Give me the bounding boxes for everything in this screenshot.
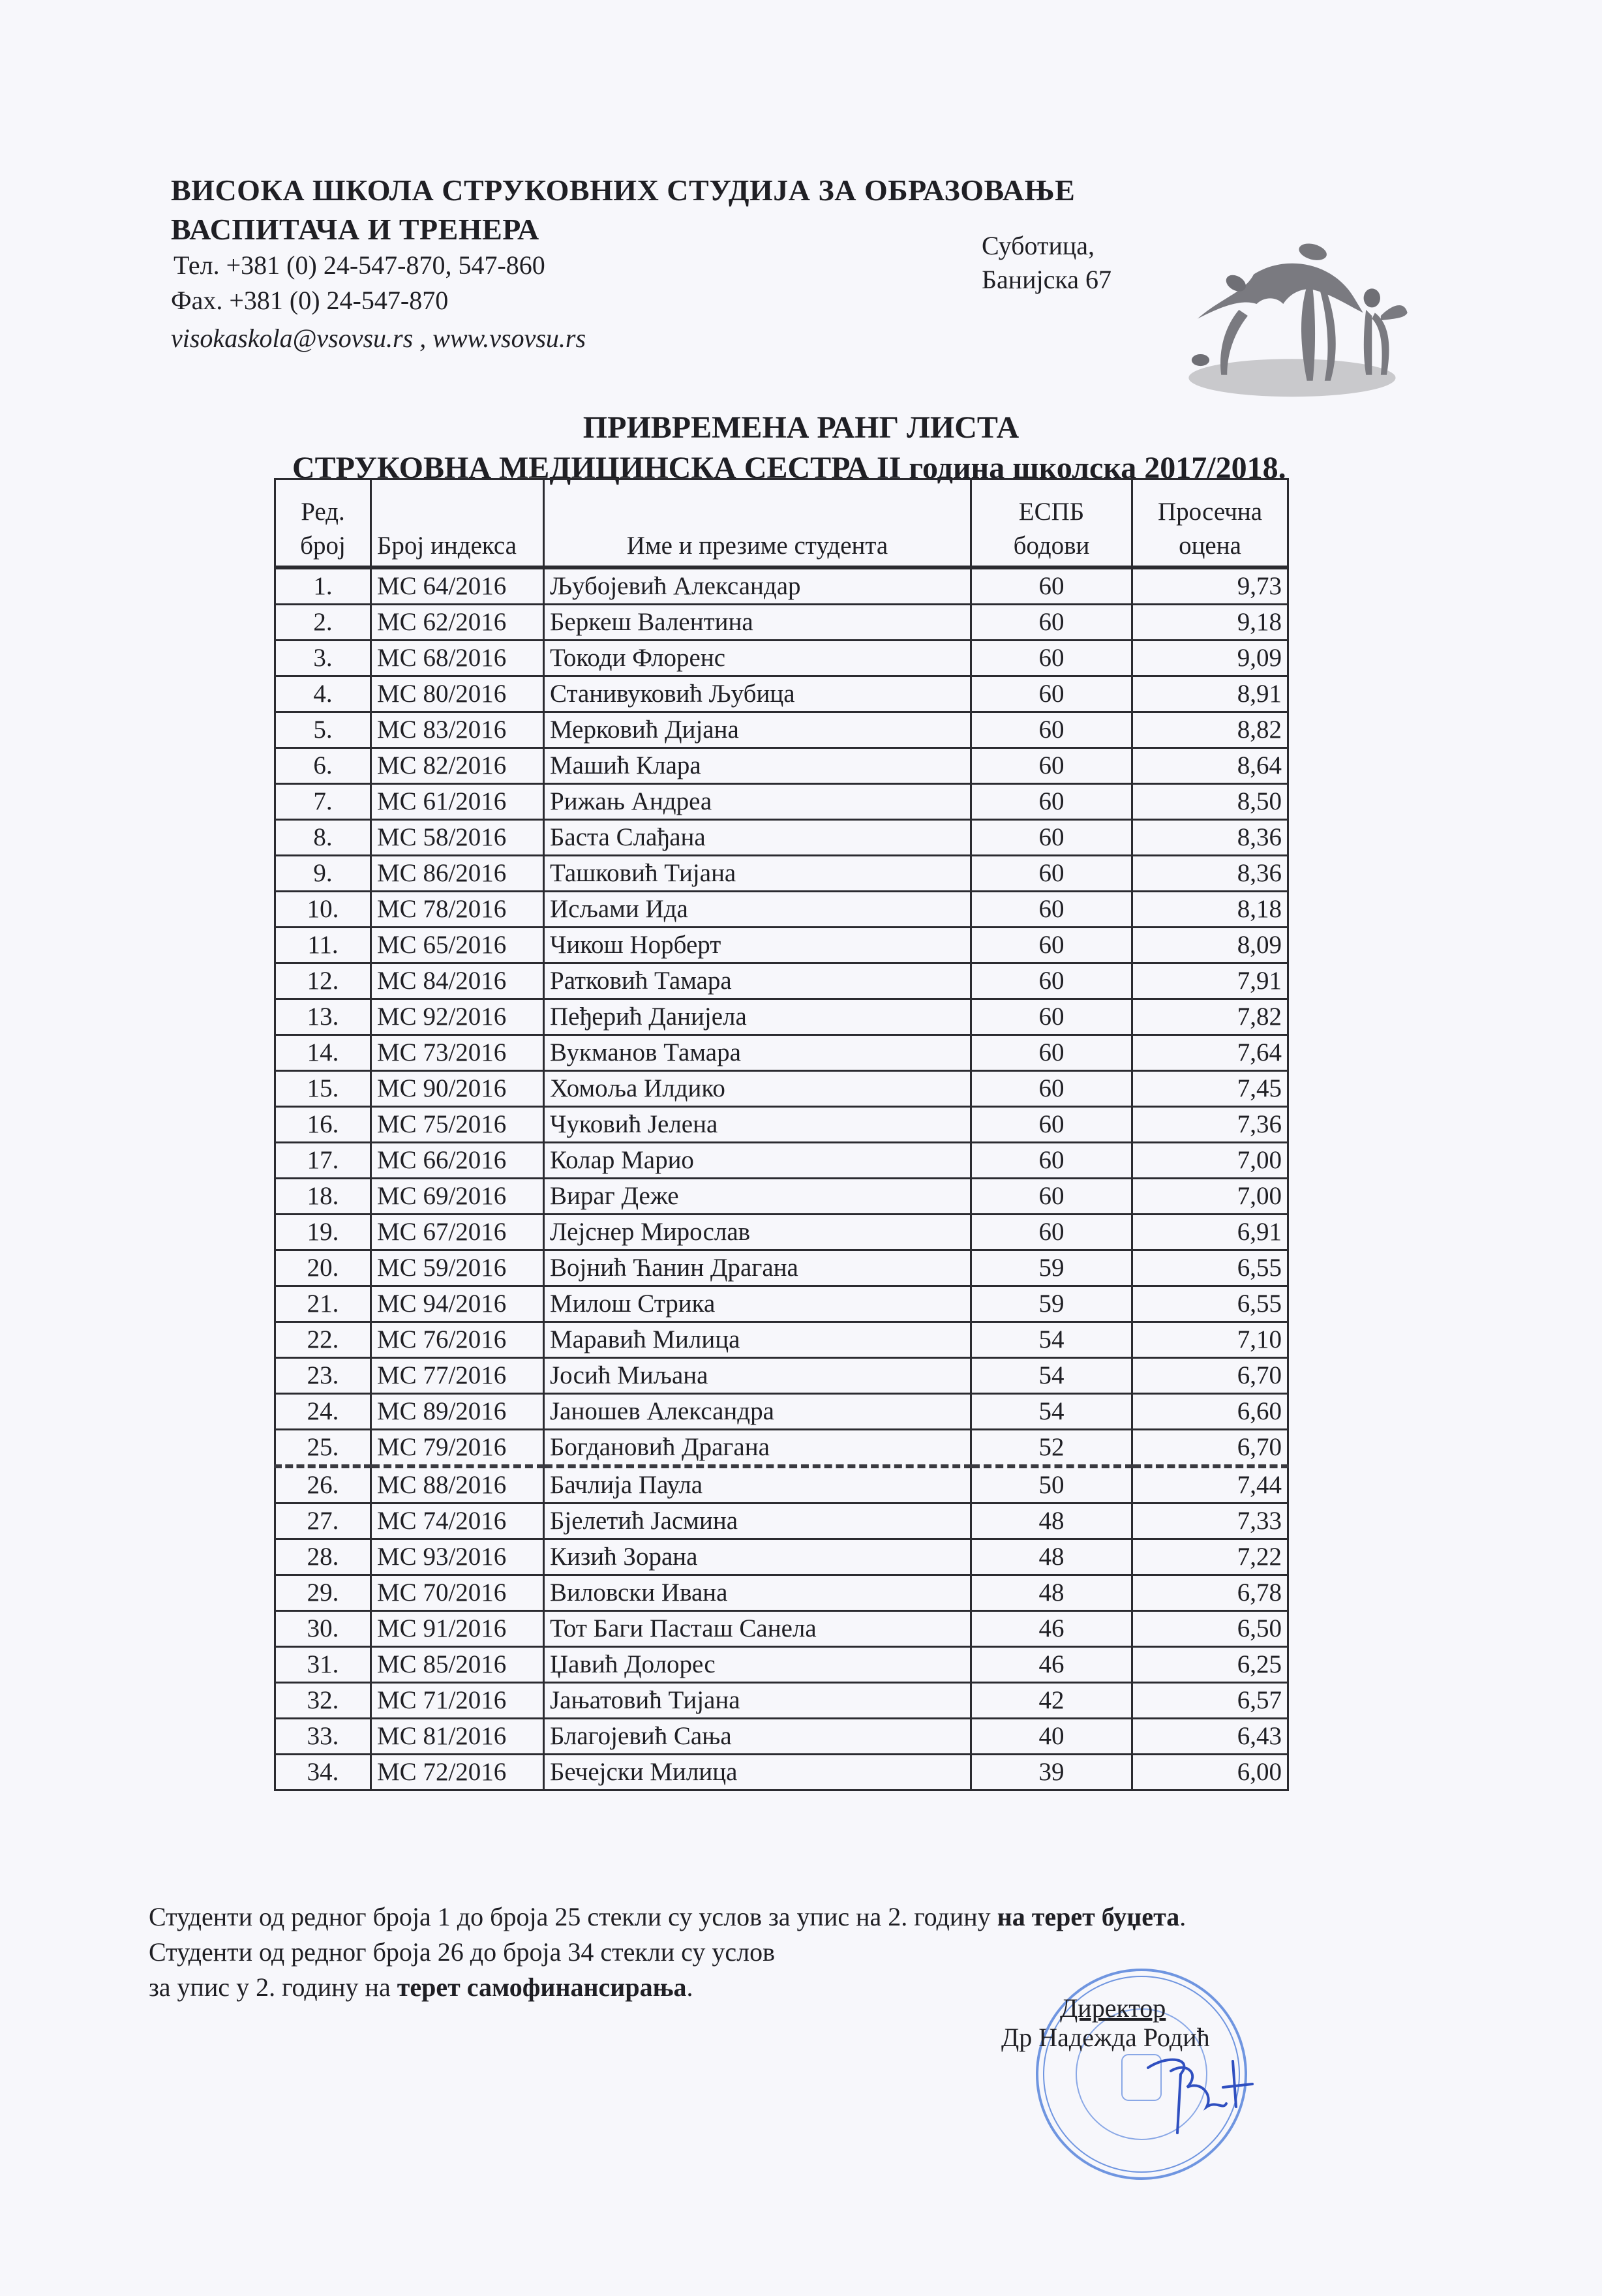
cell-ects: 39 (971, 1755, 1132, 1790)
cell-average: 6,91 (1132, 1215, 1288, 1250)
cell-average: 6,60 (1132, 1394, 1288, 1430)
col-header-ects-line1: ЕСПБ (1018, 498, 1085, 526)
address: Банијска 67 (982, 265, 1111, 294)
table-row (275, 1647, 1288, 1683)
cell-name: Лејснер Мирослав (544, 1215, 971, 1250)
cell-index: МС 85/2016 (371, 1647, 544, 1683)
table-row (275, 820, 1288, 856)
cell-index: МС 92/2016 (371, 999, 544, 1035)
cell-average: 7,91 (1132, 963, 1288, 999)
cell-name: Исљами Ида (544, 892, 971, 928)
cell-average: 6,70 (1132, 1430, 1288, 1467)
cell-rank: 14. (275, 1035, 371, 1071)
cell-index: МС 65/2016 (371, 928, 544, 963)
col-header-rank (275, 479, 371, 568)
col-header-rank-line2: број (300, 532, 346, 560)
cell-average: 6,78 (1132, 1575, 1288, 1611)
table-row (275, 963, 1288, 999)
cell-name: Кизић Зорана (544, 1539, 971, 1575)
cell-index: МС 91/2016 (371, 1611, 544, 1647)
cell-ects: 60 (971, 999, 1132, 1035)
cell-rank: 16. (275, 1107, 371, 1143)
cell-ects: 52 (971, 1430, 1132, 1467)
cell-average: 6,70 (1132, 1358, 1288, 1394)
cell-average: 7,00 (1132, 1143, 1288, 1179)
table-row (275, 1143, 1288, 1179)
cell-name: Мерковић Дијана (544, 712, 971, 748)
cell-average: 8,64 (1132, 748, 1288, 784)
cell-name: Јањатовић Тијана (544, 1683, 971, 1719)
document-title: ПРИВРЕМЕНА РАНГ ЛИСТА (582, 410, 1020, 445)
table-row (275, 856, 1288, 892)
cell-ects: 50 (971, 1466, 1132, 1503)
cell-average: 7,44 (1132, 1466, 1288, 1503)
cell-average: 6,55 (1132, 1286, 1288, 1322)
ranking-table-body (275, 567, 1288, 1790)
cell-rank: 24. (275, 1394, 371, 1430)
cell-average: 6,00 (1132, 1755, 1288, 1790)
cell-index: МС 76/2016 (371, 1322, 544, 1358)
cell-index: МС 67/2016 (371, 1215, 544, 1250)
note-selffinanced-line1: Студенти од редног броја 26 до броја 34 стекли су услов (149, 1937, 775, 1967)
phone: Тел. +381 (0) 24-547-870, 547-860 (174, 250, 545, 280)
table-row (275, 784, 1288, 820)
cell-average: 8,36 (1132, 820, 1288, 856)
cell-rank: 23. (275, 1358, 371, 1394)
cell-index: МС 61/2016 (371, 784, 544, 820)
cell-index: МС 72/2016 (371, 1755, 544, 1790)
cell-index: МС 73/2016 (371, 1035, 544, 1071)
cell-rank: 1. (275, 567, 371, 605)
cell-index: МС 64/2016 (371, 567, 544, 605)
cell-name: Рижањ Андреа (544, 784, 971, 820)
cell-index: МС 94/2016 (371, 1286, 544, 1322)
cell-name: Вираг Деже (544, 1179, 971, 1215)
table-row (275, 676, 1288, 712)
cell-name: Ратковић Тамара (544, 963, 971, 999)
cell-ects: 60 (971, 1215, 1132, 1250)
cell-ects: 60 (971, 1179, 1132, 1215)
cell-index: МС 84/2016 (371, 963, 544, 999)
col-header-average-line1: Просечна (1157, 498, 1263, 526)
cell-average: 7,64 (1132, 1035, 1288, 1071)
cell-index: МС 74/2016 (371, 1503, 544, 1539)
cell-rank: 4. (275, 676, 371, 712)
col-header-index: Број индекса (371, 479, 544, 568)
cell-rank: 10. (275, 892, 371, 928)
cell-index: МС 90/2016 (371, 1071, 544, 1107)
cell-ects: 60 (971, 605, 1132, 641)
note-budget-text: Студенти од редног броја 1 до броја 25 стекли су услов за упис на 2. годину (149, 1902, 997, 1931)
cell-average: 7,33 (1132, 1503, 1288, 1539)
cell-name: Јаношев Александра (544, 1394, 971, 1430)
table-row (275, 1755, 1288, 1790)
table-row (275, 567, 1288, 605)
family-figures-logo-icon (1168, 215, 1428, 404)
cell-rank: 6. (275, 748, 371, 784)
cell-ects: 46 (971, 1611, 1132, 1647)
table-row (275, 1719, 1288, 1755)
cell-name: Милош Стрика (544, 1286, 971, 1322)
table-row (275, 748, 1288, 784)
cell-average: 8,36 (1132, 856, 1288, 892)
cell-rank: 18. (275, 1179, 371, 1215)
cell-rank: 19. (275, 1215, 371, 1250)
note-budget (149, 1899, 1186, 1935)
table-row (275, 1683, 1288, 1719)
col-header-rank-line1: Ред. (301, 498, 345, 526)
cell-average: 8,91 (1132, 676, 1288, 712)
cell-name: Благојевић Сања (544, 1719, 971, 1755)
signatory-role: Директор (1060, 1993, 1166, 2023)
cell-index: МС 68/2016 (371, 641, 544, 676)
cell-ects: 48 (971, 1503, 1132, 1539)
cell-ects: 60 (971, 712, 1132, 748)
cell-rank: 22. (275, 1322, 371, 1358)
cell-ects: 60 (971, 784, 1132, 820)
cell-name: Бјелетић Јасмина (544, 1503, 971, 1539)
cell-ects: 54 (971, 1322, 1132, 1358)
cell-ects: 46 (971, 1647, 1132, 1683)
cell-rank: 12. (275, 963, 371, 999)
note-selffinanced-end: . (686, 1972, 693, 2002)
cell-average: 9,09 (1132, 641, 1288, 676)
cell-average: 6,43 (1132, 1719, 1288, 1755)
cell-index: МС 71/2016 (371, 1683, 544, 1719)
city: Суботица, (982, 231, 1095, 260)
table-row (275, 1466, 1288, 1503)
handwritten-signature-icon (1141, 2048, 1259, 2139)
table-row (275, 1071, 1288, 1107)
cell-average: 7,45 (1132, 1071, 1288, 1107)
cell-rank: 17. (275, 1143, 371, 1179)
table-row (275, 1503, 1288, 1539)
cell-ects: 54 (971, 1358, 1132, 1394)
cell-ects: 60 (971, 1035, 1132, 1071)
cell-ects: 60 (971, 856, 1132, 892)
table-row (275, 605, 1288, 641)
cell-name: Токоди Флоренс (544, 641, 971, 676)
table-row (275, 892, 1288, 928)
cell-index: МС 82/2016 (371, 748, 544, 784)
cell-index: МС 59/2016 (371, 1250, 544, 1286)
cell-index: МС 66/2016 (371, 1143, 544, 1179)
ranking-table (274, 478, 1289, 1791)
school-year: година школска 2017/2018. (901, 451, 1286, 485)
cell-rank: 11. (275, 928, 371, 963)
cell-index: МС 88/2016 (371, 1466, 544, 1503)
fax: Фах. +381 (0) 24-547-870 (171, 286, 449, 315)
cell-average: 8,18 (1132, 892, 1288, 928)
cell-rank: 21. (275, 1286, 371, 1322)
table-row (275, 999, 1288, 1035)
table-row (275, 1430, 1288, 1467)
cell-index: МС 79/2016 (371, 1430, 544, 1467)
cell-name: Богдановић Драгана (544, 1430, 971, 1467)
col-header-ects (971, 479, 1132, 568)
col-header-ects-line2: бодови (1013, 532, 1090, 560)
cell-average: 6,25 (1132, 1647, 1288, 1683)
table-header-row (275, 479, 1288, 568)
cell-name: Војнић Ћанин Драгана (544, 1250, 971, 1286)
cell-name: Чуковић Јелена (544, 1107, 971, 1143)
note-selffinanced-emphasis: терет самофинансирања (397, 1972, 687, 2002)
cell-ects: 48 (971, 1539, 1132, 1575)
cell-rank: 32. (275, 1683, 371, 1719)
cell-ects: 60 (971, 892, 1132, 928)
cell-rank: 29. (275, 1575, 371, 1611)
cell-rank: 27. (275, 1503, 371, 1539)
cell-rank: 5. (275, 712, 371, 748)
cell-ects: 42 (971, 1683, 1132, 1719)
cell-average: 8,09 (1132, 928, 1288, 963)
cell-name: Виловски Ивана (544, 1575, 971, 1611)
table-row (275, 1611, 1288, 1647)
cell-rank: 28. (275, 1539, 371, 1575)
cell-name: Хомоља Илдико (544, 1071, 971, 1107)
cell-ects: 48 (971, 1575, 1132, 1611)
cell-index: МС 89/2016 (371, 1394, 544, 1430)
cell-rank: 25. (275, 1430, 371, 1467)
table-row (275, 641, 1288, 676)
col-header-average (1132, 479, 1288, 568)
cell-name: Машић Клара (544, 748, 971, 784)
cell-ects: 59 (971, 1286, 1132, 1322)
cell-rank: 20. (275, 1250, 371, 1286)
col-header-average-line2: оцена (1179, 532, 1241, 560)
cell-index: МС 93/2016 (371, 1539, 544, 1575)
cell-ects: 60 (971, 928, 1132, 963)
cell-rank: 34. (275, 1755, 371, 1790)
cell-name: Бечејски Милица (544, 1755, 971, 1790)
cell-average: 6,57 (1132, 1683, 1288, 1719)
cell-rank: 26. (275, 1466, 371, 1503)
cell-name: Вукманов Тамара (544, 1035, 971, 1071)
table-row (275, 712, 1288, 748)
cell-rank: 33. (275, 1719, 371, 1755)
cell-average: 7,10 (1132, 1322, 1288, 1358)
table-row (275, 1179, 1288, 1215)
cell-index: МС 77/2016 (371, 1358, 544, 1394)
institution-name (171, 171, 1075, 249)
note-selffinanced-line2 (149, 1970, 693, 2005)
cell-average: 6,55 (1132, 1250, 1288, 1286)
cell-index: МС 78/2016 (371, 892, 544, 928)
cell-average: 7,36 (1132, 1107, 1288, 1143)
cell-name: Колар Марио (544, 1143, 971, 1179)
table-row (275, 1107, 1288, 1143)
cell-ects: 60 (971, 820, 1132, 856)
cell-index: МС 80/2016 (371, 676, 544, 712)
cell-average: 8,50 (1132, 784, 1288, 820)
table-row (275, 1358, 1288, 1394)
cell-index: МС 75/2016 (371, 1107, 544, 1143)
program-name: СТРУКОВНА МЕДИЦИНСКА СЕСТРА II (292, 451, 901, 485)
table-row (275, 1215, 1288, 1250)
cell-ects: 60 (971, 748, 1132, 784)
cell-name: Тот Баги Пасташ Санела (544, 1611, 971, 1647)
cell-ects: 60 (971, 963, 1132, 999)
cell-name: Маравић Милица (544, 1322, 971, 1358)
table-row (275, 1286, 1288, 1322)
cell-ects: 60 (971, 1107, 1132, 1143)
cell-average: 9,18 (1132, 605, 1288, 641)
table-row (275, 928, 1288, 963)
note-selffinanced-text: за упис у 2. годину на (149, 1972, 397, 2002)
cell-rank: 15. (275, 1071, 371, 1107)
cell-average: 8,82 (1132, 712, 1288, 748)
cell-ects: 60 (971, 1143, 1132, 1179)
cell-name: Џавић Долорес (544, 1647, 971, 1683)
cell-ects: 60 (971, 567, 1132, 605)
cell-index: МС 58/2016 (371, 820, 544, 856)
cell-rank: 7. (275, 784, 371, 820)
cell-average: 7,82 (1132, 999, 1288, 1035)
cell-name: Беркеш Валентина (544, 605, 971, 641)
cell-average: 9,73 (1132, 567, 1288, 605)
cell-average: 7,00 (1132, 1179, 1288, 1215)
note-budget-end: . (1179, 1902, 1186, 1931)
table-row (275, 1539, 1288, 1575)
cell-ects: 59 (971, 1250, 1132, 1286)
cell-name: Баста Слађана (544, 820, 971, 856)
cell-index: МС 83/2016 (371, 712, 544, 748)
col-header-name: Име и презиме студента (544, 479, 971, 568)
cell-ects: 60 (971, 676, 1132, 712)
cell-rank: 13. (275, 999, 371, 1035)
institution-name-line2: ВАСПИТАЧА И ТРЕНЕРА (171, 213, 539, 246)
note-budget-emphasis: на терет буџета (997, 1902, 1180, 1931)
cell-name: Станивуковић Љубица (544, 676, 971, 712)
cell-ects: 54 (971, 1394, 1132, 1430)
contact-email-web: visokaskola@vsovsu.rs , www.vsovsu.rs (171, 324, 586, 353)
cell-rank: 31. (275, 1647, 371, 1683)
cell-average: 6,50 (1132, 1611, 1288, 1647)
cell-ects: 60 (971, 641, 1132, 676)
cell-rank: 3. (275, 641, 371, 676)
signatory-name: Др Надежда Родић (1001, 2023, 1210, 2052)
table-row (275, 1575, 1288, 1611)
cell-average: 7,22 (1132, 1539, 1288, 1575)
cell-index: МС 69/2016 (371, 1179, 544, 1215)
cell-index: МС 81/2016 (371, 1719, 544, 1755)
cell-name: Пеђерић Данијела (544, 999, 971, 1035)
cell-name: Јосић Миљана (544, 1358, 971, 1394)
cell-rank: 8. (275, 820, 371, 856)
cell-index: МС 86/2016 (371, 856, 544, 892)
cell-index: МС 62/2016 (371, 605, 544, 641)
table-row (275, 1250, 1288, 1286)
cell-ects: 60 (971, 1071, 1132, 1107)
cell-rank: 9. (275, 856, 371, 892)
table-row (275, 1035, 1288, 1071)
cell-name: Љубојевић Александар (544, 567, 971, 605)
cell-index: МС 70/2016 (371, 1575, 544, 1611)
table-row (275, 1322, 1288, 1358)
cell-name: Ташковић Тијана (544, 856, 971, 892)
cell-rank: 2. (275, 605, 371, 641)
cell-ects: 40 (971, 1719, 1132, 1755)
institution-name-line1: ВИСОКА ШКОЛА СТРУКОВНИХ СТУДИЈА ЗА ОБРАЗОВАЊЕ (171, 174, 1076, 207)
table-row (275, 1394, 1288, 1430)
cell-name: Чикош Норберт (544, 928, 971, 963)
cell-name: Бачлија Паула (544, 1466, 971, 1503)
cell-rank: 30. (275, 1611, 371, 1647)
